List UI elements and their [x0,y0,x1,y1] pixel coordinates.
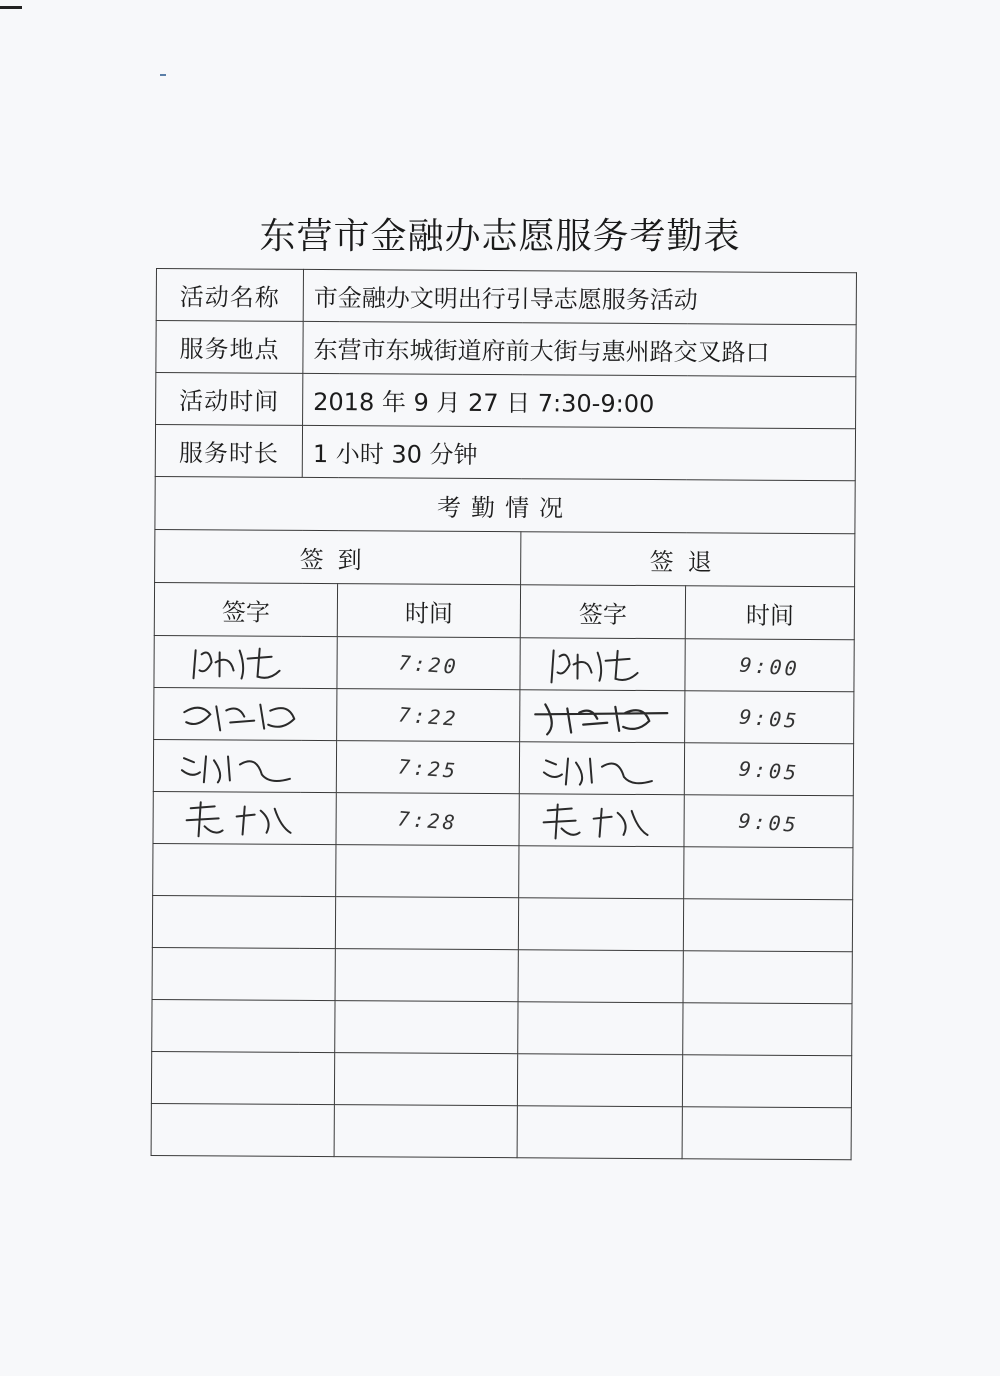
table-row [153,739,853,795]
info-value: 东营市东城街道府前大街与惠州路交叉路口 [303,321,856,376]
checkin-time: 7:25 [397,753,459,783]
checkout-signature-image [520,690,685,743]
checkin-time-cell [336,793,519,846]
checkin-time-cell [337,689,520,742]
empty-cell [335,949,518,1002]
empty-cell [519,846,684,899]
empty-cell [518,1002,683,1055]
table-row-empty [152,895,852,951]
checkin-signature-image [153,739,336,792]
info-label: 服务地点 [156,321,303,374]
empty-cell [151,1103,334,1156]
table-row-empty [152,947,852,1003]
info-value: 市金融办文明出行引导志愿服务活动 [303,269,856,324]
table-row [154,687,854,743]
checkin-signature-image [154,687,337,740]
empty-cell [683,899,852,952]
checkout-time: 9:05 [737,808,800,837]
checkin-time: 7:20 [397,649,460,679]
page-corner-mark [0,6,22,9]
checkout-time-header: 时间 [685,586,854,640]
empty-cell [518,898,683,951]
empty-cell [152,947,335,1000]
checkin-time: 7:28 [396,805,459,835]
empty-cell [335,1001,518,1054]
empty-cell [517,1054,682,1107]
checkin-time-header: 时间 [337,584,520,638]
checkin-signature-header: 签字 [154,582,337,636]
checkout-time-cell [685,639,854,692]
checkout-signature-header: 签字 [520,585,685,639]
checkout-signature-image [519,742,684,795]
empty-cell [153,843,336,896]
checkout-time-cell [685,691,854,744]
info-label: 服务时长 [155,425,302,478]
table-row [153,791,853,847]
column-header-row [154,582,854,639]
empty-cell [336,845,519,898]
empty-cell [334,1053,517,1106]
info-row-location [156,321,856,377]
checkin-time-cell [336,741,519,794]
scan-speck [160,74,166,76]
table-row [154,635,854,691]
empty-cell [683,951,852,1004]
empty-cell [683,1003,852,1056]
checkout-time-cell [684,743,853,796]
empty-cell [335,897,518,950]
checkout-header: 签退 [521,532,855,587]
page-title: 东营市金融办志愿服务考勤表 [259,216,741,257]
table-row-empty [151,1051,851,1107]
checkout-time-cell [684,795,853,848]
table-row-empty [151,1103,851,1159]
empty-cell [334,1105,517,1158]
empty-cell [517,1106,682,1159]
info-value: 1 小时 30 分钟 [302,425,855,480]
checkin-time-cell [337,637,520,690]
checkout-time: 9:05 [738,704,801,733]
checkin-header: 签到 [155,529,521,584]
info-label: 活动名称 [156,269,303,322]
checkin-checkout-header-row [155,529,855,586]
table-row-empty [152,999,852,1055]
checkin-signature-image [153,791,336,844]
empty-cell [518,950,683,1003]
checkout-time: 9:05 [738,756,800,785]
info-row-activity-time [156,373,856,429]
empty-cell [682,1107,851,1160]
info-row-activity-name [156,269,856,325]
checkin-time: 7:22 [397,701,460,731]
section-title: 考勤情况 [155,476,855,533]
checkout-signature-image [520,638,685,691]
empty-cell [152,999,335,1052]
info-value: 2018 年 9 月 27 日 7:30-9:00 [303,373,856,428]
section-header-row [155,476,855,533]
table-row-empty [153,843,853,899]
empty-cell [151,1051,334,1104]
empty-cell [684,847,853,900]
checkout-signature-image [519,794,684,847]
attendance-table [151,268,857,1160]
checkout-time: 9:00 [738,652,801,681]
info-label: 活动时间 [156,373,303,426]
info-row-duration [155,425,855,481]
checkin-signature-image [154,635,337,688]
empty-cell [682,1055,851,1108]
empty-cell [152,895,335,948]
